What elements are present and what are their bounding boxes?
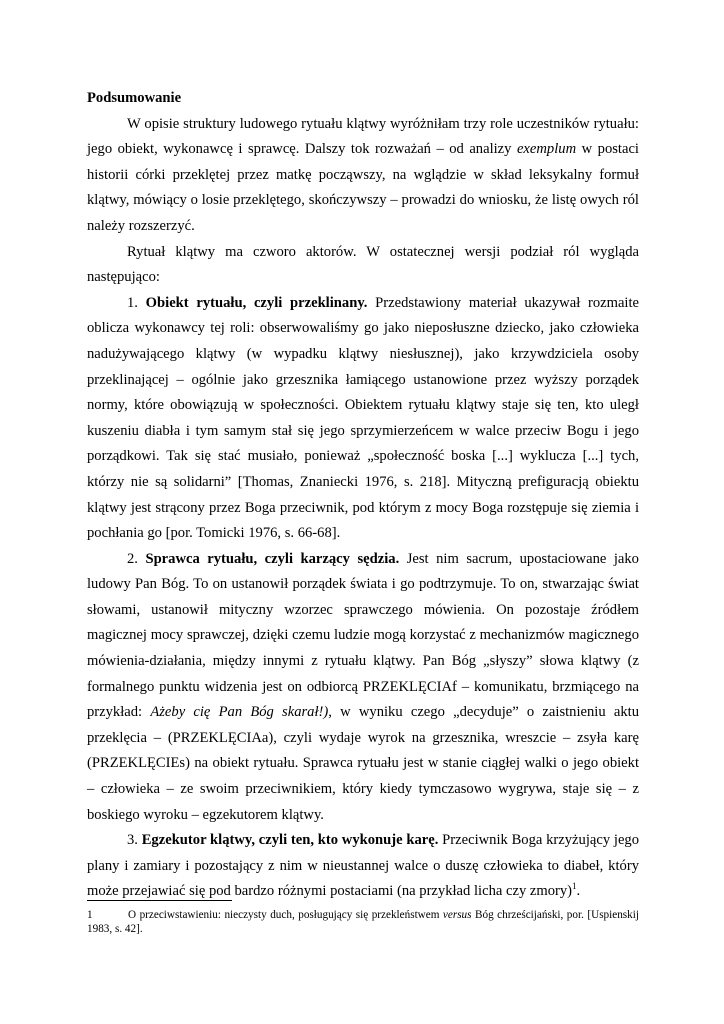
role-object-title: Obiekt rytuału, czyli przeklinany. (145, 294, 368, 311)
footnote-text-a: O przeciwstawieniu: nieczysty duch, posługujący się przekleństwem (128, 909, 443, 921)
role-executor-number: 3. (127, 832, 142, 849)
paragraph-role-executor (87, 828, 639, 905)
section-heading: Podsumowanie (87, 90, 182, 106)
role-perpetrator-number: 2. (127, 550, 146, 567)
paragraph-actors: Rytuał klątwy ma czworo aktorów. W ostatecznej wersji podział ról wygląda następująco: (87, 243, 639, 286)
role-perpetrator-text-a: Jest nim sacrum, upostaciowane jako ludowy Pan Bóg. To on ustanowił porządek świata i go podtrzymuje. To on, stwarzając świat słowami, ustanowił mityczny wzorzec sprawczego mówienia. On pozostaje źródłem magicznej mocy sprawczej, dzięki czemu ludzie mogą korzystać z mechanizmów magicznego mówienia-działania, między innymi z rytuału klątwy. Pan Bóg „słyszy” słowa klątwy (z formalnego punktu widzenia jest on odbiorcą PRZEKLĘCIAf – komunikatu, brzmiącego na przykład: (87, 550, 639, 721)
role-object-text: Przedstawiony materiał ukazywał rozmaite oblicza wykonawcy tej roli: obserwowaliśmy go jako nieposłuszne dziecko, jako człowieka nadużywającego klątwy (w wypadku klątwy niesłusznej), jako krzywdziciela osoby przeklinającej – ogólnie jako grzesznika łamiącego ustanowione przez wyższy porządek normy, które obowiązują w społeczności. Obiektem rytuału klątwy staje się ten, kto uległ kuszeniu diabła i tym samym stał się jego sprzymierzeńcem w walce przeciw Bogu i jego porządkowi. Tak się stać musiało, ponieważ „społeczność boska [...] wyklucza [...] tych, którzy nie są solidarni” [Thomas, Znaniecki 1976, s. 218]. Mityczną prefiguracją obiektu klątwy jest strącony przez Boga przeciwnik, pod którym z mocy Boga rozstępuje się ziemia i pochłania go [por. Tomicki 1976, s. 66-68]. (87, 294, 640, 542)
footnote-emphasis: versus (442, 909, 472, 921)
footnote-text-b: Bóg chrześcijański, por. [Uspienskij 1983, s. 42]. (87, 909, 639, 936)
footnote-reference[interactable]: 1 (572, 881, 577, 892)
intro-text-b: w postaci historii córki przeklętej przez matkę począwszy, na wglądzie w skład leksykalny formuł klątwy, mówiący o losie przeklętego, skończywszy – prowadzi do wniosku, że listę owych ról należy rozszerzyć. (87, 141, 639, 234)
paragraph-intro (87, 112, 639, 240)
footnote (87, 908, 639, 937)
paragraph-role-perpetrator (87, 547, 639, 829)
role-executor-title: Egzekutor klątwy, czyli ten, kto wykonuje karę. (141, 832, 439, 849)
paragraph-role-object (87, 291, 639, 547)
footnote-number: 1 (87, 909, 93, 921)
main-text (87, 86, 639, 905)
role-perpetrator-text-b: , w wyniku czego „decyduje” o zaistnieniu aktu przeklęcia – (PRZEKLĘCIAa), czyli wydaje wyrok na grzesznika, wreszcie – zsyła karę (PRZEKLĘCIEs) na obiekt rytuału. Sprawca rytuału jest w stanie ciągłej walki o jego obiekt – człowieka – ze swoim przeciwnikiem, który kiedy tymczasowo wygrywa, staje się – z boskiego wyroku – egzekutorem klątwy. (87, 704, 639, 823)
intro-text-a: W opisie struktury ludowego rytuału klątwy wyróżniłam trzy role uczestników rytuału: jego obiekt, wykonawcę i sprawcę. Dalszy tok rozważań – od analizy (87, 115, 639, 158)
role-perpetrator-quote: Ażeby cię Pan Bóg skarał!) (150, 704, 329, 721)
intro-emphasis: exemplum (516, 141, 577, 158)
footnote-separator (87, 900, 232, 901)
role-executor-end: . (576, 883, 581, 900)
role-perpetrator-title: Sprawca rytuału, czyli karzący sędzia. (145, 550, 400, 567)
role-executor-text: Przeciwnik Boga krzyżujący jego plany i zamiary i pozostający z nim w nieustannej walce o duszę człowieka to diabeł, który może przejawiać się pod bardzo różnymi postaciami (na przykład licha czy zmory) (87, 832, 640, 900)
role-object-number: 1. (127, 294, 146, 311)
